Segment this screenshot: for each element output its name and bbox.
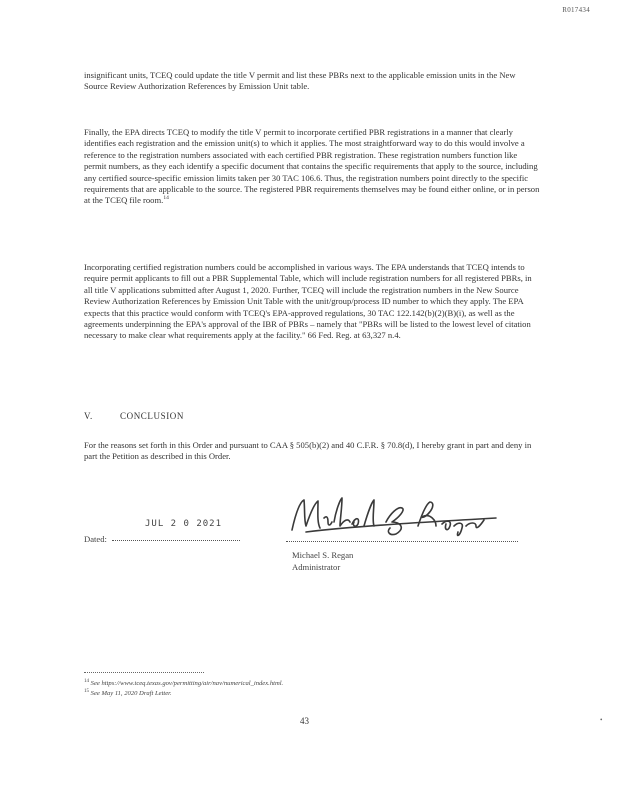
paragraph-2-text: Finally, the EPA directs TCEQ to modify the title V permit to incorporate certified PBR registrations in a manner that clearly identifies each registration and the emission unit(s) to which it applies. The most straightforward way to do this would involve a reference to the registration numbers associated with each certified PBR registration. These registration numbers function like permit numbers, as they each identify a specific document that contains the specific requirements that apply to the source, including any certified source-specific emission limits taken per 30 TAC 106.6. Thus, the registration numbers point directly to the specific requirements that are applicable to the source. The registered PBR requirements themselves may be found either online, or in person at the TCEQ file room. — [84, 127, 540, 206]
section-heading — [84, 411, 184, 421]
footnote-15 — [84, 690, 172, 698]
paragraph-1-text: insignificant units, TCEQ could update the title V permit and list these PBRs next to the applicable emission units in the New Source Review Authorization References by Emission Unit table. — [84, 70, 516, 92]
signatory-title: Administrator — [292, 562, 341, 572]
footnote-15-text: See May 11, 2020 Draft Letter. — [90, 690, 172, 697]
paragraph-2 — [84, 127, 540, 207]
footnote-ref-14: 14 — [163, 195, 169, 202]
signatory-name: Michael S. Regan — [292, 550, 354, 560]
signatory — [292, 549, 353, 573]
footnote-14 — [84, 680, 283, 688]
page-number: 43 — [300, 716, 309, 726]
date-line — [112, 540, 240, 541]
dated-label: Dated: — [84, 534, 107, 544]
paragraph-3-text: Incorporating certified registration numbers could be accomplished in various ways. The EPA understands that TCEQ intends to require permit applicants to fill out a PBR Supplemental Table, which will include registration numbers for all registered PBRs, in all title V applications submitted after August 1, 2020. Further, TCEQ will include the registration numbers in the New Source Review Authorization References by Emission Unit Table with the unit/group/process ID number to which they apply. The EPA expects that this practice would conform with TCEQ's EPA-approved regulations, 30 TAC 122.142(b)(2)(B)(i), as well as the agreements underpinning the EPA's approval of the IBR of PBRs – namely that "PBRs will be listed to the lowest level of citation necessary to make clear what requirements apply at the facility." 66 Fed. Reg. at 63,327 n.4. — [84, 262, 532, 341]
footnote-14-number: 14 — [84, 678, 89, 684]
edge-mark: • — [600, 716, 603, 724]
section-number: V. — [84, 411, 93, 421]
document-id: R017434 — [562, 6, 590, 14]
handwritten-signature — [286, 492, 506, 542]
footnote-15-number: 15 — [84, 688, 89, 694]
footnote-14-text: See https://www.tceq.texas.gov/permitting/air/nav/numerical_index.html. — [90, 680, 284, 687]
paragraph-3 — [84, 262, 540, 342]
section-title: CONCLUSION — [120, 411, 185, 421]
footnote-separator — [84, 672, 204, 673]
paragraph-1 — [84, 70, 540, 93]
signature-line — [286, 541, 518, 542]
conclusion-paragraph — [84, 440, 540, 463]
date-stamp: JUL 2 0 2021 — [145, 519, 223, 529]
conclusion-text: For the reasons set forth in this Order and pursuant to CAA § 505(b)(2) and 40 C.F.R. § 70.8(d), I hereby grant in part and deny in part the Petition as described in this Order. — [84, 440, 532, 462]
